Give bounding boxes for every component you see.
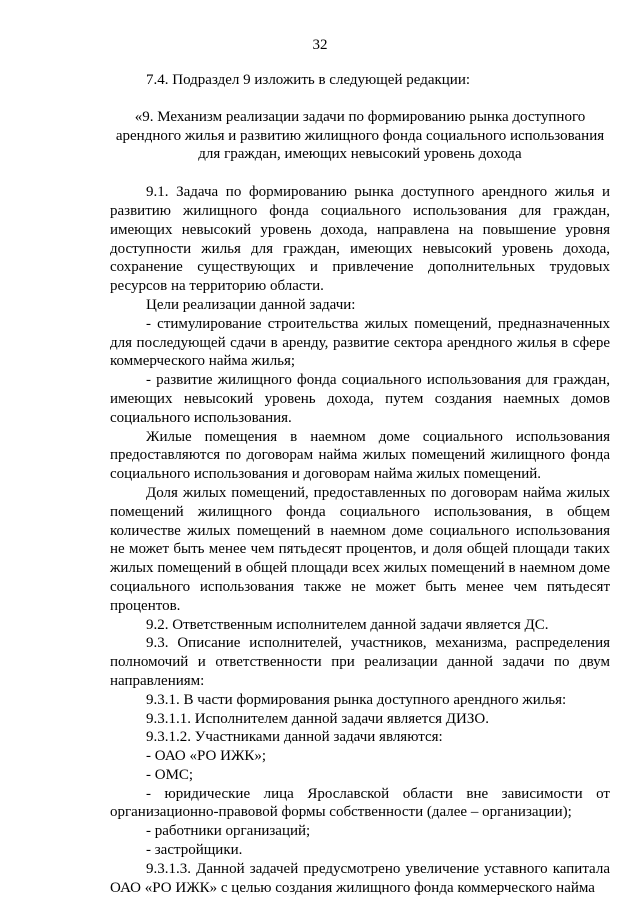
list-item-developers: - застройщики. (146, 842, 243, 859)
paragraph-9-1: 9.1. Задача по формированию рынка доступного арендного жилья и развитию жилищного фонда социального использования для граждан, имеющих невысокий уровень дохода, направлена на повышение уровня доступности жилья для граждан, имеющих невысокий уровень дохода, сохранение существующих и привлечение дополнительных трудовых ресурсов на территорию области. (110, 184, 610, 295)
paragraph-goal-1: - стимулирование строительства жилых помещений, предназначенных для последующей сдачи в аренду, развитие сектора арендного жилья в сфере коммерческого найма жилья; (110, 315, 610, 370)
list-item-legal-entities: - юридические лица Ярославской области вне зависимости от организационно-правовой формы собственности (далее – организации); (110, 785, 610, 821)
list-item-ro-izhk: - ОАО «РО ИЖК»; (146, 748, 267, 765)
paragraph-9-3-1: 9.3.1. В части формирования рынка доступного арендного жилья: (146, 691, 567, 708)
paragraph-9-3-1-2: 9.3.1.2. Участниками данной задачи являются: (146, 729, 443, 746)
paragraph-9-3-1-1: 9.3.1.1. Исполнителем данной задачи является ДИЗО. (146, 710, 489, 727)
paragraph-goal-2: - развитие жилищного фонда социального использования для граждан, имеющих невысокий уровень дохода, путем создания наемных домов социального использования. (110, 372, 610, 426)
page-number: 32 (312, 37, 328, 53)
section-heading: «9. Механизм реализации задачи по формированию рынка доступного арендного жилья и развитию жилищного фонда социального использования для граждан, имеющих невысокий уровень дохода (115, 108, 605, 163)
paragraph-premises: Жилые помещения в наемном доме социального использования предоставляются по договорам найма жилых помещений жилищного фонда социального использования и договорам найма жилых помещений. (110, 428, 610, 483)
lead-paragraph: 7.4. Подраздел 9 изложить в следующей редакции: (146, 72, 471, 88)
document-body (110, 71, 610, 897)
paragraph-goals-heading: Цели реализации данной задачи: (146, 296, 356, 313)
paragraph-share: Доля жилых помещений, предоставленных по договорам найма жилых помещений жилищного фонда социального использования, в общем количестве жилых помещений в наемном доме социального использования не может быть менее чем пятьдесят процентов, и доля общей площади таких жилых помещений в общей площади всех жилых помещений в наемном доме социального использования также не может быть менее чем пятьдесят процентов. (110, 484, 610, 614)
list-item-employees: - работники организаций; (146, 823, 311, 840)
list-item-oms: - ОМС; (146, 766, 194, 783)
paragraph-9-3: 9.3. Описание исполнителей, участников, механизма, распределения полномочий и ответственности при реализации данной задачи по двум направлениям: (110, 635, 610, 689)
paragraph-9-3-1-3: 9.3.1.3. Данной задачей предусмотрено увеличение уставного капитала ОАО «РО ИЖК» с целью создания жилищного фонда коммерческого найма (110, 860, 610, 896)
paragraph-9-2: 9.2. Ответственным исполнителем данной задачи является ДС. (146, 616, 549, 633)
